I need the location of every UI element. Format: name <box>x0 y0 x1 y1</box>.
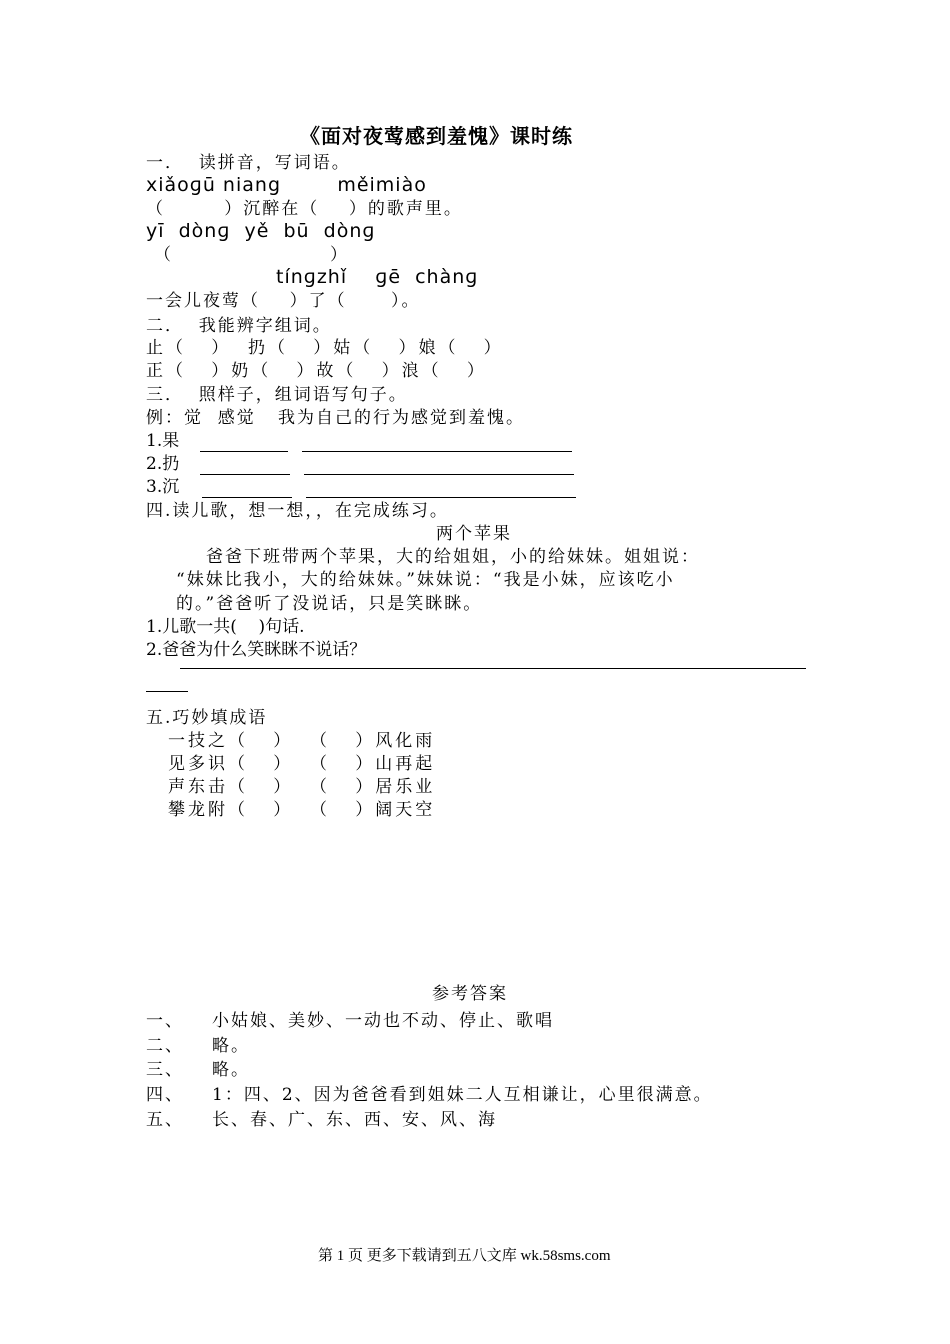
pinyin-line-3: tínɡzhǐ ɡē chànɡ <box>276 266 479 288</box>
answer-5-text: 长、春、广、东、西、安、风、海 <box>212 1110 497 1130</box>
poem-title: 两个苹果 <box>436 524 512 544</box>
section4-heading: 四.读儿歌，想一想，，在完成练习。 <box>146 501 449 521</box>
fill-line-2-open: （ <box>154 245 171 265</box>
question-2: 2.爸爸为什么笑眯眯不说话？ <box>146 640 367 660</box>
item-3-label: 3.沉 <box>146 477 180 497</box>
answer-1-text: 小姑娘、美妙、一动也不动、停止、歌唱 <box>212 1011 554 1031</box>
char-group-row-1: 止（ ） 扔（ ）姑（ ）娘（ ） <box>146 338 504 358</box>
answer-3-text: 略。 <box>212 1060 250 1080</box>
example-sentence: 例：觉 感觉 我为自己的行为感觉到羞愧。 <box>146 408 526 428</box>
answers-heading: 参考答案 <box>432 984 508 1004</box>
section2-heading: 二． 我能辨字组词。 <box>146 316 332 336</box>
item-3-word-blank[interactable] <box>202 497 292 498</box>
item-1-word-blank[interactable] <box>200 451 288 452</box>
item-1-sentence-blank[interactable] <box>302 451 572 452</box>
answer-4-num: 四、 <box>146 1085 184 1105</box>
page-footer: 第 1 页 更多下载请到五八文库 wk.58sms.com <box>318 1248 611 1264</box>
answer-blank-line[interactable] <box>180 668 806 669</box>
section1-heading: 一． 读拼音，写词语。 <box>146 153 351 173</box>
poem-line-1: 爸爸下班带两个苹果，大的给姐姐，小的给妹妹。姐姐说： <box>206 547 700 567</box>
item-2-label: 2.扔 <box>146 454 180 474</box>
answer-1-num: 一、 <box>146 1011 184 1031</box>
answer-2-num: 二、 <box>146 1036 184 1056</box>
idiom-row-2: 见多识（ ） （ ）山再起 <box>168 754 436 774</box>
page-title: 《面对夜莺感到羞愧》课时练 <box>300 124 573 148</box>
char-group-row-2: 正（ ）奶（ ）故（ ）浪（ ） <box>146 361 487 381</box>
answer-4-text: 1：四、2、因为爸爸看到姐妹二人互相谦让，心里很满意。 <box>212 1085 713 1105</box>
idiom-row-3: 声东击（ ） （ ）居乐业 <box>168 777 436 797</box>
fill-line-3: 一会儿夜莺（ ）了（ ）。 <box>146 291 421 311</box>
section3-heading: 三． 照样子，组词语写句子。 <box>146 385 408 405</box>
pinyin-line-1: xiǎoɡū niang měimiào <box>146 174 427 196</box>
section5-heading: 五.巧妙填成语 <box>146 708 268 728</box>
poem-line-3: 的。”爸爸听了没说话，只是笑眯眯。 <box>176 594 483 614</box>
answer-5-num: 五、 <box>146 1110 184 1130</box>
poem-line-2: “妹妹比我小，大的给妹妹。”妹妹说：“我是小妹，应该吃小 <box>176 570 675 590</box>
question-1: 1.儿歌一共( )句话. <box>146 617 305 637</box>
fill-line-2-close: ） <box>330 245 347 265</box>
answer-blank-line-end[interactable] <box>146 691 188 692</box>
pinyin-line-2: yī dònɡ yě bū dònɡ <box>146 220 376 242</box>
answer-3-num: 三、 <box>146 1060 184 1080</box>
item-1-label: 1.果 <box>146 431 180 451</box>
item-2-word-blank[interactable] <box>200 474 290 475</box>
idiom-row-4: 攀龙附（ ） （ ）阔天空 <box>168 800 436 820</box>
answer-2-text: 略。 <box>212 1036 250 1056</box>
item-2-sentence-blank[interactable] <box>304 474 574 475</box>
item-3-sentence-blank[interactable] <box>306 497 576 498</box>
fill-line-1: （ ）沉醉在（ ）的歌声里。 <box>146 199 463 219</box>
idiom-row-1: 一技之（ ） （ ）风化雨 <box>168 731 436 751</box>
